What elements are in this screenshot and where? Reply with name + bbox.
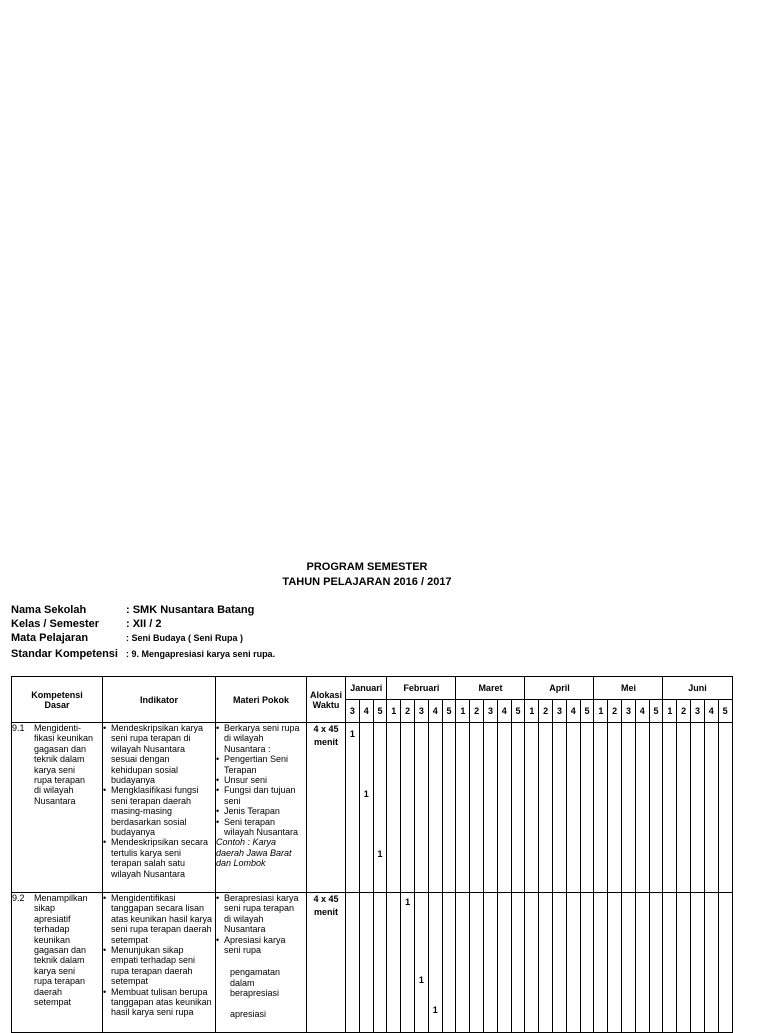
schedule-mark: 1 [418, 975, 424, 985]
week-number: 4 [635, 700, 649, 723]
week-number: 4 [704, 700, 718, 723]
info-label: Kelas / Semester [11, 618, 100, 630]
table-row [12, 893, 733, 1033]
info-value: : SMK Nusantara Batang [126, 604, 255, 616]
month-header: Februari [387, 677, 456, 700]
week-number: 1 [525, 700, 539, 723]
materi-item: • Unsur seni [216, 775, 306, 785]
header-materi-pokok: Materi Pokok [216, 677, 307, 723]
week-cell [553, 893, 567, 1033]
schedule-mark: 1 [377, 849, 383, 859]
week-cell [456, 893, 470, 1033]
week-number: 4 [497, 700, 511, 723]
week-cell [373, 893, 387, 1033]
week-cell [428, 893, 442, 1033]
week-number: 3 [691, 700, 705, 723]
alokasi-waktu-cell: 4 x 45 menit [307, 893, 346, 1033]
week-number: 1 [594, 700, 608, 723]
kd-text: Mengidenti- fikasi keunikan gagasan dan teknik dalam karya seni rupa terapan di wilayah Nusantara [34, 723, 94, 806]
week-cell [649, 723, 663, 893]
week-cell [608, 723, 622, 893]
week-number: 2 [677, 700, 691, 723]
indikator-cell [103, 893, 216, 1033]
week-cell [539, 893, 553, 1033]
indikator-item: • Mengklasifikasi fungsi seni terapan daerah masing-masing berdasarkan sosial budayanya [103, 785, 215, 837]
schedule-mark: 1 [349, 729, 355, 739]
schedule-mark: 1 [432, 1005, 438, 1015]
week-cell [415, 723, 429, 893]
week-cell [704, 723, 718, 893]
table-row [12, 723, 733, 893]
week-cell [415, 893, 429, 1033]
materi-item: • Berkarya seni rupa di wilayah Nusantara : [216, 723, 306, 754]
week-cell [704, 893, 718, 1033]
materi-subtext: pengamatan dalam berapresiasi apresiasi [230, 967, 281, 1020]
week-cell [539, 723, 553, 893]
info-label: Nama Sekolah [11, 604, 87, 616]
week-number: 3 [484, 700, 498, 723]
week-cell [635, 723, 649, 893]
week-cell [387, 893, 401, 1033]
materi-pokok-cell [216, 893, 307, 1033]
week-number: 2 [608, 700, 622, 723]
week-cell [580, 723, 594, 893]
month-header: Maret [456, 677, 525, 700]
month-header: Mei [594, 677, 663, 700]
week-cell [497, 893, 511, 1033]
week-cell [511, 723, 525, 893]
schedule-mark: 1 [405, 897, 411, 907]
info-value: : Seni Budaya ( Seni Rupa ) [126, 633, 244, 643]
week-cell [442, 893, 456, 1033]
info-label: Standar Kompetensi [11, 648, 118, 660]
week-number: 5 [649, 700, 663, 723]
week-number: 5 [373, 700, 387, 723]
week-cell [428, 723, 442, 893]
week-cell [608, 893, 622, 1033]
week-number: 3 [553, 700, 567, 723]
indikator-cell [103, 723, 216, 893]
week-number: 2 [401, 700, 415, 723]
week-cell [373, 723, 387, 893]
alokasi-waktu-cell: 4 x 45 menit [307, 723, 346, 893]
week-cell [346, 723, 360, 893]
week-cell [553, 723, 567, 893]
materi-example-note: Contoh : Karya daerah Jawa Barat dan Lombok [216, 837, 292, 869]
week-cell [566, 893, 580, 1033]
week-number: 4 [428, 700, 442, 723]
week-number: 3 [622, 700, 636, 723]
week-cell [663, 723, 677, 893]
week-cell [649, 893, 663, 1033]
indikator-item: • Mendeskripsikan secara tertulis karya seni terapan salah satu wilayah Nusantara [103, 837, 215, 879]
week-cell [622, 893, 636, 1033]
week-number: 4 [566, 700, 580, 723]
week-number: 2 [470, 700, 484, 723]
week-number: 4 [359, 700, 373, 723]
week-number: 1 [456, 700, 470, 723]
week-number: 3 [346, 700, 360, 723]
week-cell [401, 723, 415, 893]
week-number: 1 [387, 700, 401, 723]
week-number: 3 [415, 700, 429, 723]
materi-pokok-cell [216, 723, 307, 893]
week-cell [346, 893, 360, 1033]
week-cell [622, 723, 636, 893]
week-cell [484, 723, 498, 893]
week-number: 2 [539, 700, 553, 723]
materi-item: • Berapresiasi karya seni rupa terapan di wilayah Nusantara [216, 893, 306, 935]
week-cell [442, 723, 456, 893]
week-cell [359, 893, 373, 1033]
header-alokasi-waktu: Alokasi Waktu [307, 677, 346, 723]
week-cell [359, 723, 373, 893]
week-cell [497, 723, 511, 893]
week-cell [677, 893, 691, 1033]
week-cell [718, 893, 732, 1033]
week-cell [691, 893, 705, 1033]
materi-item: • Pengertian Seni Terapan [216, 754, 306, 775]
week-cell [566, 723, 580, 893]
week-cell [470, 893, 484, 1033]
month-header: April [525, 677, 594, 700]
week-cell [387, 723, 401, 893]
materi-item: • Fungsi dan tujuan seni [216, 785, 306, 806]
indikator-item: • Mendeskripsikan karya seni rupa terapan di wilayah Nusantara sesuai dengan kehidupan sosial budayanya [103, 723, 215, 785]
week-cell [663, 893, 677, 1033]
week-cell [580, 893, 594, 1033]
week-cell [511, 893, 525, 1033]
week-number: 5 [580, 700, 594, 723]
week-cell [456, 723, 470, 893]
indikator-item: • Menunjukan sikap empati terhadap seni rupa terapan daerah setempat [103, 945, 215, 987]
kd-number: 9.1 [12, 723, 25, 733]
page-title: PROGRAM SEMESTER [306, 561, 428, 573]
schedule-mark: 1 [363, 789, 369, 799]
week-cell [470, 723, 484, 893]
kompetensi-dasar-cell [12, 893, 103, 1033]
month-header: Januari [346, 677, 387, 700]
week-number: 5 [442, 700, 456, 723]
week-cell [594, 723, 608, 893]
week-cell [691, 723, 705, 893]
kd-number: 9.2 [12, 893, 25, 903]
materi-item: • Apresiasi karya seni rupa [216, 935, 306, 956]
indikator-item: • Mengidentifikasi tanggapan secara lisan atas keunikan hasil karya seni rupa terapan daerah setempat [103, 893, 215, 945]
header-indikator: Indikator [103, 677, 216, 723]
semester-program-table [11, 676, 733, 1033]
info-label: Mata Pelajaran [11, 632, 89, 644]
week-number: 5 [718, 700, 732, 723]
materi-item: • Jenis Terapan [216, 806, 306, 816]
week-number: 5 [511, 700, 525, 723]
page-subtitle: TAHUN PELAJARAN 2016 / 2017 [282, 576, 452, 588]
week-cell [484, 893, 498, 1033]
header-kompetensi-dasar: Kompetensi Dasar [12, 677, 103, 723]
materi-item: • Seni terapan wilayah Nusantara [216, 817, 306, 838]
info-value: : 9. Mengapresiasi karya seni rupa. [126, 649, 276, 659]
indikator-item: • Membuat tulisan berupa tanggapan atas keunikan hasil karya seni rupa [103, 987, 215, 1018]
week-cell [594, 893, 608, 1033]
week-cell [525, 723, 539, 893]
kd-text: Menampilkan sikap apresiatif terhadap keunikan gagasan dan teknik dalam karya seni rupa terapan daerah setempat [34, 893, 88, 1008]
week-cell [718, 723, 732, 893]
week-cell [677, 723, 691, 893]
week-number: 1 [663, 700, 677, 723]
kompetensi-dasar-cell [12, 723, 103, 893]
week-cell [401, 893, 415, 1033]
week-cell [525, 893, 539, 1033]
week-cell [635, 893, 649, 1033]
info-value: : XII / 2 [126, 618, 162, 630]
month-header: Juni [663, 677, 732, 700]
